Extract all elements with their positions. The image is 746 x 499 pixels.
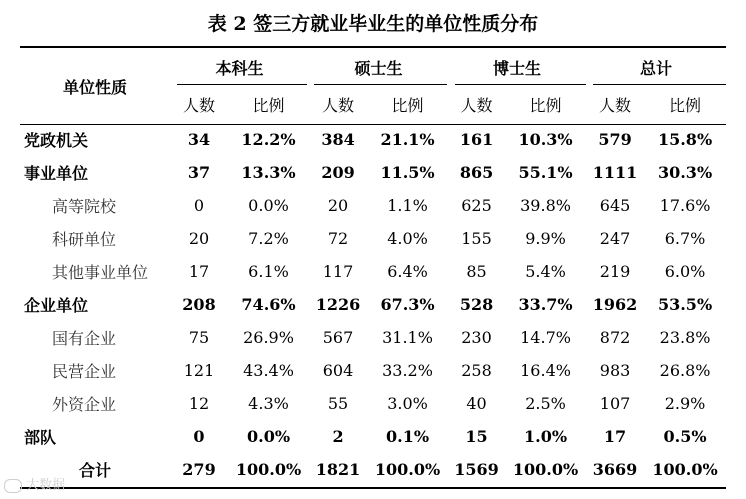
ratio-cell: 31.1% (382, 328, 433, 347)
row-label: 外资企业 (52, 395, 117, 414)
count-cell: 155 (461, 229, 492, 248)
ratio-cell: 15.8% (657, 130, 713, 149)
count-cell: 872 (599, 328, 631, 347)
table-row (20, 189, 726, 222)
count-cell: 1569 (454, 460, 499, 479)
count-cell: 567 (322, 328, 354, 347)
ratio-cell: 6.4% (387, 262, 428, 281)
count-cell: 15 (465, 427, 488, 446)
ratio-cell: 2.5% (525, 394, 566, 413)
header-group: 总计 (640, 59, 673, 78)
count-cell: 37 (187, 163, 211, 182)
header-count: 人数 (460, 96, 493, 115)
row-label: 高等院校 (52, 197, 117, 216)
header-group: 博士生 (493, 59, 542, 78)
table-row (20, 123, 726, 156)
header-unit-type: 单位性质 (62, 77, 127, 97)
ratio-cell: 1.1% (387, 196, 428, 215)
count-cell: 983 (599, 361, 631, 380)
count-cell: 0 (193, 196, 205, 215)
count-cell: 279 (182, 460, 216, 479)
table-row (20, 156, 726, 189)
ratio-cell: 55.1% (518, 163, 573, 182)
count-cell: 34 (187, 130, 211, 149)
header-ratio: 比例 (529, 96, 562, 115)
table-row (20, 354, 726, 387)
count-cell: 121 (183, 361, 215, 380)
ratio-cell: 21.1% (380, 130, 435, 149)
ratio-cell: 0.5% (663, 427, 707, 446)
ratio-cell: 100.0% (374, 460, 441, 479)
ratio-cell: 6.1% (248, 262, 289, 281)
count-cell: 72 (327, 229, 349, 248)
watermark (4, 474, 65, 494)
ratio-cell: 23.8% (659, 328, 711, 347)
count-cell: 20 (188, 229, 210, 248)
ratio-cell: 100.0% (512, 460, 579, 479)
ratio-cell: 9.9% (525, 229, 566, 248)
count-cell: 209 (321, 163, 355, 182)
count-cell: 0 (193, 427, 205, 446)
count-cell: 117 (322, 262, 354, 281)
ratio-cell: 33.2% (382, 361, 433, 380)
row-label: 科研单位 (52, 230, 117, 249)
header-count: 人数 (322, 96, 355, 115)
row-label: 民营企业 (52, 362, 117, 381)
count-cell: 17 (603, 427, 627, 446)
ratio-cell: 1.0% (524, 427, 568, 446)
ratio-cell: 26.8% (659, 361, 711, 380)
header-count: 人数 (599, 96, 632, 115)
ratio-cell: 14.7% (520, 328, 571, 347)
ratio-cell: 39.8% (520, 196, 571, 215)
ratio-cell: 33.7% (518, 295, 573, 314)
ratio-cell: 53.5% (657, 295, 713, 314)
header-ratio: 比例 (252, 96, 285, 115)
count-cell: 75 (188, 328, 210, 347)
header-group: 本科生 (215, 59, 264, 78)
row-label: 部队 (24, 428, 57, 447)
count-cell: 230 (461, 328, 492, 347)
ratio-cell: 16.4% (520, 361, 571, 380)
count-cell: 579 (598, 130, 632, 149)
ratio-cell: 4.0% (387, 229, 428, 248)
header-ratio: 比例 (391, 96, 424, 115)
ratio-cell: 6.7% (664, 229, 706, 248)
ratio-cell: 17.6% (659, 196, 711, 215)
count-cell: 20 (327, 196, 349, 215)
count-cell: 258 (461, 361, 492, 380)
count-cell: 645 (599, 196, 631, 215)
count-cell: 85 (466, 262, 487, 281)
ratio-cell: 10.3% (518, 130, 573, 149)
count-cell: 161 (459, 130, 494, 149)
watermark-text: 大数据 (26, 478, 66, 493)
table-row (20, 255, 726, 288)
row-label: 国有企业 (52, 329, 117, 348)
watermark-logo-icon (4, 479, 22, 493)
count-cell: 2 (332, 427, 344, 446)
ratio-cell: 2.9% (664, 394, 706, 413)
ratio-cell: 5.4% (525, 262, 566, 281)
row-label: 其他事业单位 (52, 263, 149, 282)
ratio-cell: 0.0% (248, 196, 289, 215)
ratio-cell: 26.9% (243, 328, 294, 347)
ratio-cell: 4.3% (248, 394, 289, 413)
ratio-cell: 30.3% (657, 163, 713, 182)
count-cell: 1821 (315, 460, 361, 479)
ratio-cell: 100.0% (235, 460, 302, 479)
count-cell: 107 (599, 394, 631, 413)
count-cell: 1111 (592, 163, 638, 182)
count-cell: 12 (188, 394, 210, 413)
ratio-cell: 13.3% (241, 163, 296, 182)
count-cell: 247 (599, 229, 631, 248)
ratio-cell: 100.0% (652, 460, 718, 479)
count-cell: 1962 (592, 295, 638, 314)
count-cell: 40 (466, 394, 487, 413)
row-label: 事业单位 (24, 164, 89, 183)
row-label: 企业单位 (24, 296, 89, 315)
count-cell: 604 (322, 361, 354, 380)
ratio-cell: 0.1% (386, 427, 430, 446)
top-rule (20, 46, 726, 48)
header-count: 人数 (182, 96, 215, 115)
distribution-table (20, 49, 726, 486)
count-cell: 17 (188, 262, 210, 281)
ratio-cell: 11.5% (380, 163, 435, 182)
ratio-cell: 74.6% (241, 295, 296, 314)
ratio-cell: 67.3% (380, 295, 435, 314)
table-row (20, 453, 726, 486)
table-row (20, 288, 726, 321)
count-cell: 384 (321, 130, 355, 149)
count-cell: 528 (459, 295, 494, 314)
header-ratio: 比例 (669, 96, 702, 115)
ratio-cell: 12.2% (241, 130, 296, 149)
count-cell: 3669 (592, 460, 638, 479)
count-cell: 219 (599, 262, 631, 281)
bottom-rule (20, 487, 726, 489)
row-label: 合计 (78, 461, 111, 480)
ratio-cell: 6.0% (664, 262, 706, 281)
ratio-cell: 3.0% (387, 394, 428, 413)
ratio-cell: 7.2% (248, 229, 289, 248)
ratio-cell: 43.4% (243, 361, 294, 380)
ratio-cell: 0.0% (246, 427, 291, 446)
count-cell: 865 (459, 163, 494, 182)
header-group: 硕士生 (354, 59, 403, 78)
table-row (20, 321, 726, 354)
count-cell: 625 (461, 196, 492, 215)
count-cell: 1226 (315, 295, 361, 314)
table-title: 表 2 签三方就业毕业生的单位性质分布 (207, 13, 539, 35)
count-cell: 208 (182, 295, 216, 314)
table-row (20, 222, 726, 255)
row-label: 党政机关 (24, 131, 89, 150)
count-cell: 55 (327, 394, 349, 413)
table-row (20, 387, 726, 420)
table-row (20, 420, 726, 453)
